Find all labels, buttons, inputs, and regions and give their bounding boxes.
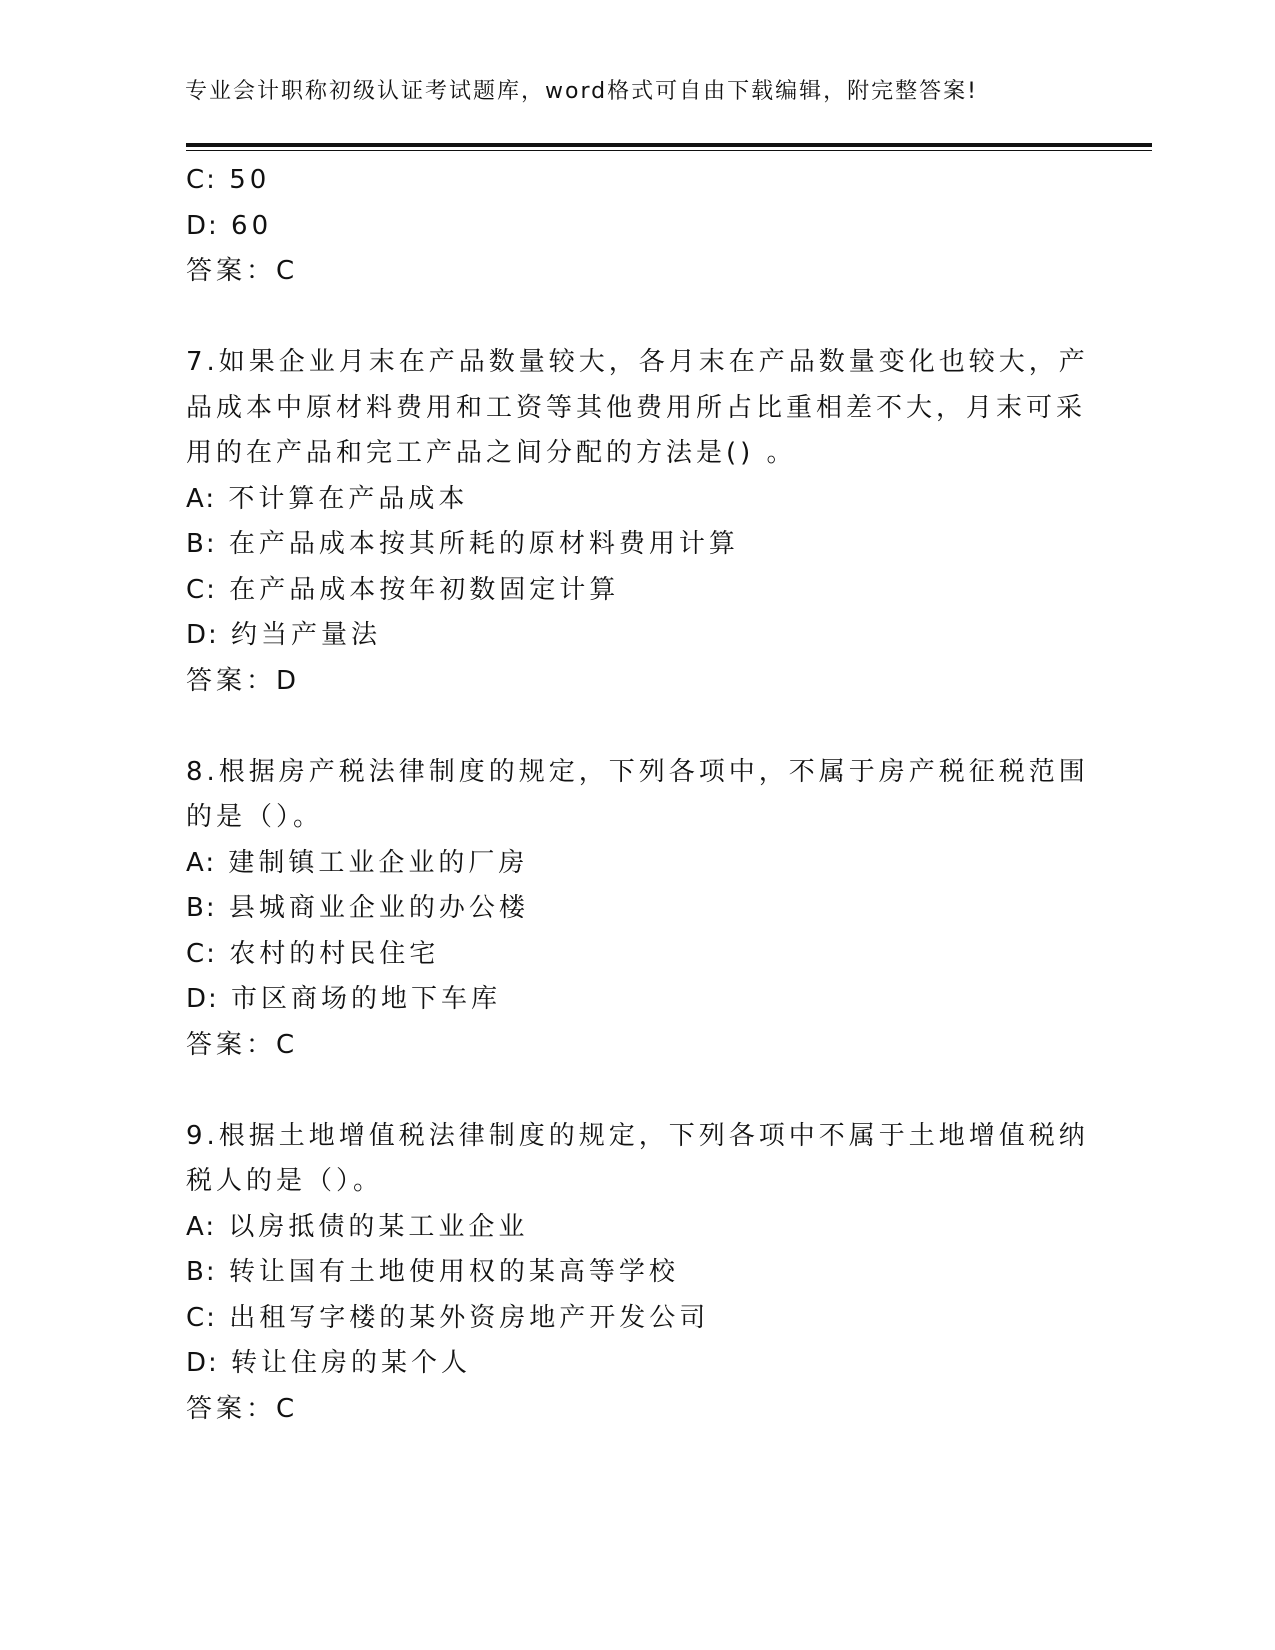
answer-value: D <box>276 665 298 696</box>
answer-label: 答案： <box>186 665 277 696</box>
page-header: 专业会计职称初级认证考试题库，word格式可自由下载编辑，附完整答案! <box>185 79 978 104</box>
option-text: 农村的村民住宅 <box>229 938 440 969</box>
answer-label: 答案： <box>186 256 277 286</box>
option-key: C: <box>186 574 217 605</box>
answer-line <box>186 659 1086 705</box>
option-line <box>186 477 1086 523</box>
answer-line <box>186 1387 1086 1433</box>
option-key: B: <box>186 1257 217 1287</box>
spacer <box>186 295 1086 341</box>
option-key: C: <box>186 938 217 969</box>
option-line <box>186 204 1086 250</box>
option-line <box>186 932 1086 978</box>
header-rule-thick <box>186 143 1152 147</box>
answer-value: C <box>276 256 296 286</box>
option-text: 市区商场的地下车库 <box>231 984 502 1014</box>
option-text: 出租写字楼的某外资房地产开发公司 <box>229 1302 710 1333</box>
option-text: 在产品成本按其所耗的原材料费用计算 <box>228 529 739 559</box>
header-rule-thin <box>186 150 1152 151</box>
option-key: B: <box>186 529 217 559</box>
option-key: C: <box>186 165 217 195</box>
option-line <box>186 522 1086 568</box>
option-line <box>186 1250 1086 1296</box>
option-line <box>186 886 1086 932</box>
option-key: D: <box>186 620 219 650</box>
option-key: A: <box>186 483 217 514</box>
option-text: 50 <box>229 165 271 195</box>
question-content <box>186 158 1089 1432</box>
option-text: 在产品成本按年初数固定计算 <box>229 574 620 605</box>
option-line <box>186 613 1086 659</box>
spacer <box>186 1068 1086 1114</box>
answer-line <box>186 249 1086 295</box>
question-stem-line: 税人的是（）。 <box>186 1166 384 1196</box>
spacer <box>186 704 1086 750</box>
option-text: 约当产量法 <box>231 620 382 650</box>
option-text: 60 <box>231 210 273 241</box>
answer-value: C <box>276 1393 296 1424</box>
question-stem-line: 用的在产品和完工产品之间分配的方法是() 。 <box>186 438 797 468</box>
option-key: C: <box>186 1302 217 1333</box>
option-key: D: <box>186 984 219 1014</box>
option-text: 转让国有土地使用权的某高等学校 <box>228 1257 679 1287</box>
option-text: 以房抵债的某工业企业 <box>228 1211 529 1242</box>
option-line <box>186 158 1086 204</box>
option-text: 县城商业企业的办公楼 <box>228 893 529 923</box>
option-line <box>186 841 1086 887</box>
option-line <box>186 1341 1086 1387</box>
answer-label: 答案： <box>186 1393 277 1424</box>
question-stem-line: 7.如果企业月末在产品数量较大，各月末在产品数量变化也较大，产 <box>186 347 1089 377</box>
option-key: A: <box>186 847 217 878</box>
option-text: 不计算在产品成本 <box>228 483 469 514</box>
option-key: D: <box>186 1348 219 1378</box>
option-key: D: <box>186 210 219 241</box>
question-stem-line: 8.根据房产税法律制度的规定，下列各项中，不属于房产税征税范围 <box>186 756 1089 787</box>
option-text: 建制镇工业企业的厂房 <box>228 847 529 878</box>
option-key: A: <box>186 1211 217 1242</box>
question-stem-line: 9.根据土地增值税法律制度的规定，下列各项中不属于土地增值税纳 <box>186 1120 1089 1151</box>
option-key: B: <box>186 893 217 923</box>
option-text: 转让住房的某个人 <box>231 1348 472 1378</box>
answer-line <box>186 1023 1086 1069</box>
option-line <box>186 977 1086 1023</box>
question-stem-line: 品成本中原材料费用和工资等其他费用所占比重相差不大，月末可采 <box>186 392 1087 423</box>
answer-value: C <box>276 1029 296 1060</box>
option-line <box>186 568 1086 614</box>
answer-label: 答案： <box>186 1029 277 1060</box>
question-stem-line: 的是（）。 <box>186 802 324 832</box>
option-line <box>186 1296 1086 1342</box>
option-line <box>186 1205 1086 1251</box>
